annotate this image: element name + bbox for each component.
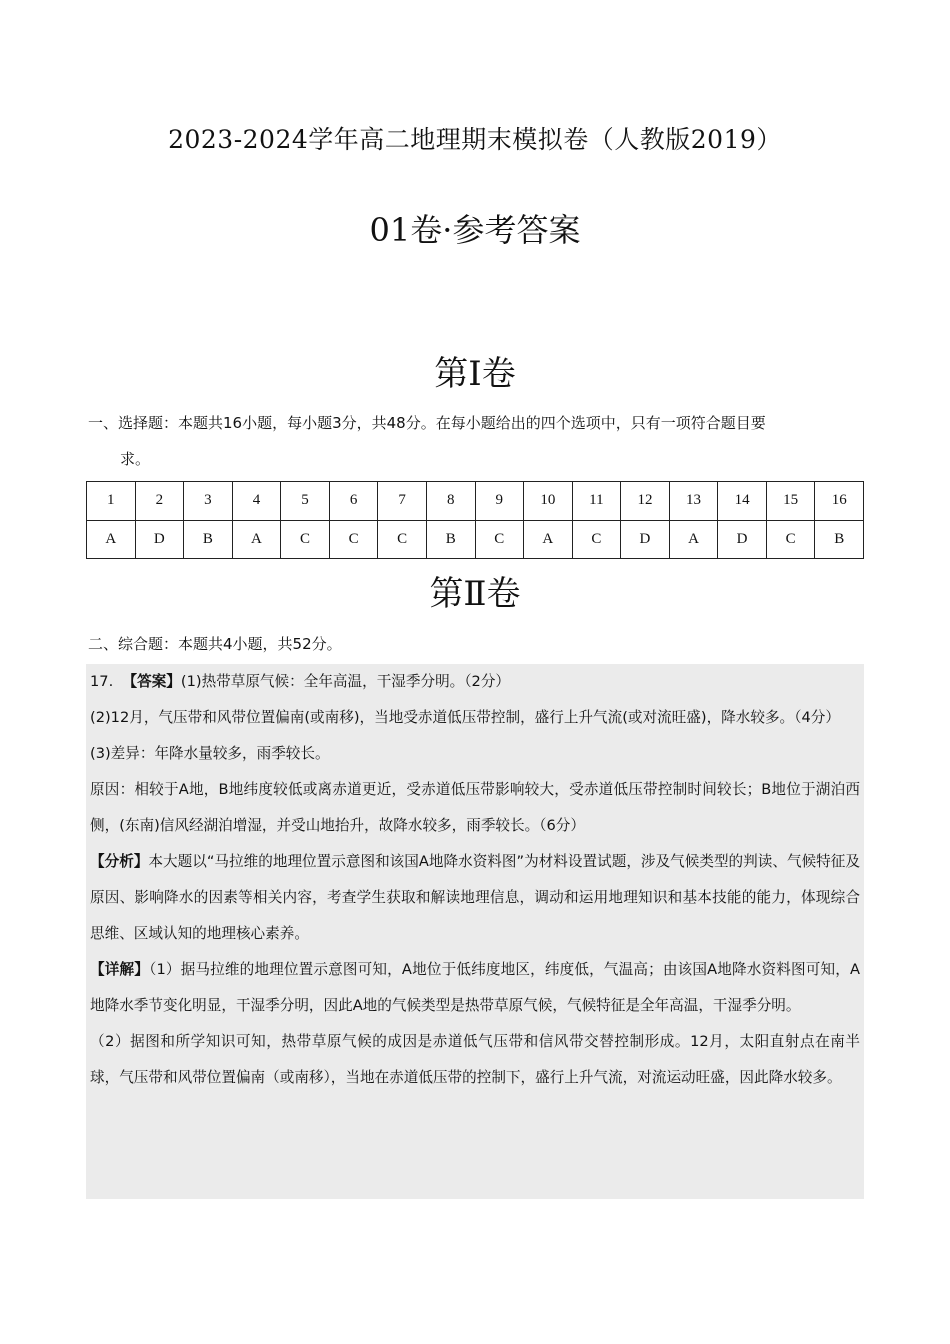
answer-cell: A	[524, 520, 573, 559]
question-number-cell: 12	[621, 482, 670, 521]
answer-cell: C	[378, 520, 427, 559]
answer-cell: A	[232, 520, 281, 559]
part1-heading: 第Ⅰ卷	[434, 354, 516, 394]
q17-number: 17.	[90, 673, 114, 690]
q17-detail	[90, 952, 860, 1024]
section2-instructions: 二、综合题：本题共4小题，共52分。	[88, 635, 342, 653]
question-number-cell: 6	[329, 482, 378, 521]
answer-cell: D	[135, 520, 184, 559]
question-number-cell: 2	[135, 482, 184, 521]
question-number-cell: 8	[426, 482, 475, 521]
question-number-cell: 13	[669, 482, 718, 521]
answer-cell: C	[475, 520, 524, 559]
q17-answer-part3-reason: 原因：相较于A地，B地纬度较低或离赤道更近，受赤道低压带影响较大，受赤道低压带控制时间较长；B地位于湖泊西侧，(东南)信风经湖泊增湿，并受山地抬升，故降水较多，雨季较长。（6分）	[90, 781, 860, 834]
answer-cell: C	[572, 520, 621, 559]
question-number-cell: 16	[815, 482, 864, 521]
answer-cell: A	[87, 520, 136, 559]
question-number-cell: 9	[475, 482, 524, 521]
answer-table-answer-row	[87, 520, 864, 559]
question-number-cell: 4	[232, 482, 281, 521]
q17-detail-tag: 【详解】	[90, 961, 150, 978]
question-number-cell: 14	[718, 482, 767, 521]
q17-analysis-tag: 【分析】	[90, 853, 149, 870]
answer-cell: C	[329, 520, 378, 559]
question17-answer-box	[86, 664, 864, 1199]
q17-answer-tag: 【答案】	[122, 673, 181, 690]
q17-answer-part2: (2)12月，气压带和风带位置偏南(或南移)，当地受赤道低压带控制，盛行上升气流(或对流旺盛)，降水较多。（4分）	[90, 709, 840, 726]
document-title: 2023-2024学年高二地理期末模拟卷（人教版2019）	[168, 125, 782, 154]
answer-cell: A	[669, 520, 718, 559]
section1-instructions-line2: 求。	[120, 450, 151, 468]
question-number-cell: 7	[378, 482, 427, 521]
answer-cell: C	[766, 520, 815, 559]
q17-detail-1: （1）据马拉维的地理位置示意图可知，A地位于低纬度地区，纬度低，气温高；由该国A地降水资料图可知，A地降水季节变化明显，干湿季分明，因此A地的气候类型是热带草原气候，气候特征是全年高温，干湿季分明。	[90, 961, 860, 1014]
question-number-cell: 10	[524, 482, 573, 521]
answer-cell: D	[621, 520, 670, 559]
question-number-cell: 5	[281, 482, 330, 521]
q17-answer-part3: (3)差异：年降水量较多，雨季较长。	[90, 745, 330, 762]
answer-cell: D	[718, 520, 767, 559]
answer-cell: B	[815, 520, 864, 559]
q17-answer-line	[90, 664, 860, 700]
q17-analysis	[90, 844, 860, 952]
question-number-cell: 15	[766, 482, 815, 521]
part2-heading: 第Ⅱ卷	[429, 574, 521, 614]
answer-cell: B	[426, 520, 475, 559]
question-number-cell: 3	[184, 482, 233, 521]
q17-analysis-text: 本大题以“马拉维的地理位置示意图和该国A地降水资料图”为材料设置试题，涉及气候类型的判读、气候特征及原因、影响降水的因素等相关内容，考查学生获取和解读地理信息，调动和运用地理知识和基本技能的能力，体现综合思维、区域认知的地理核心素养。	[90, 853, 860, 942]
answer-table-number-row	[87, 482, 864, 521]
question-number-cell: 11	[572, 482, 621, 521]
answer-table	[86, 481, 864, 559]
answer-cell: B	[184, 520, 233, 559]
q17-answer-part1: (1)热带草原气候：全年高温，干湿季分明。（2分）	[180, 673, 511, 690]
section1-instructions-line1: 一、选择题：本题共16小题，每小题3分，共48分。在每小题给出的四个选项中，只有一项符合题目要	[88, 414, 766, 432]
q17-detail-2: （2）据图和所学知识可知，热带草原气候的成因是赤道低气压带和信风带交替控制形成。12月，太阳直射点在南半球，气压带和风带位置偏南（或南移），当地在赤道低压带的控制下，盛行上升气流，对流运动旺盛，因此降水较多。	[90, 1033, 860, 1086]
document-subtitle: 01卷·参考答案	[369, 211, 581, 249]
section1-instructions	[88, 405, 868, 477]
answer-cell: C	[281, 520, 330, 559]
question-number-cell: 1	[87, 482, 136, 521]
